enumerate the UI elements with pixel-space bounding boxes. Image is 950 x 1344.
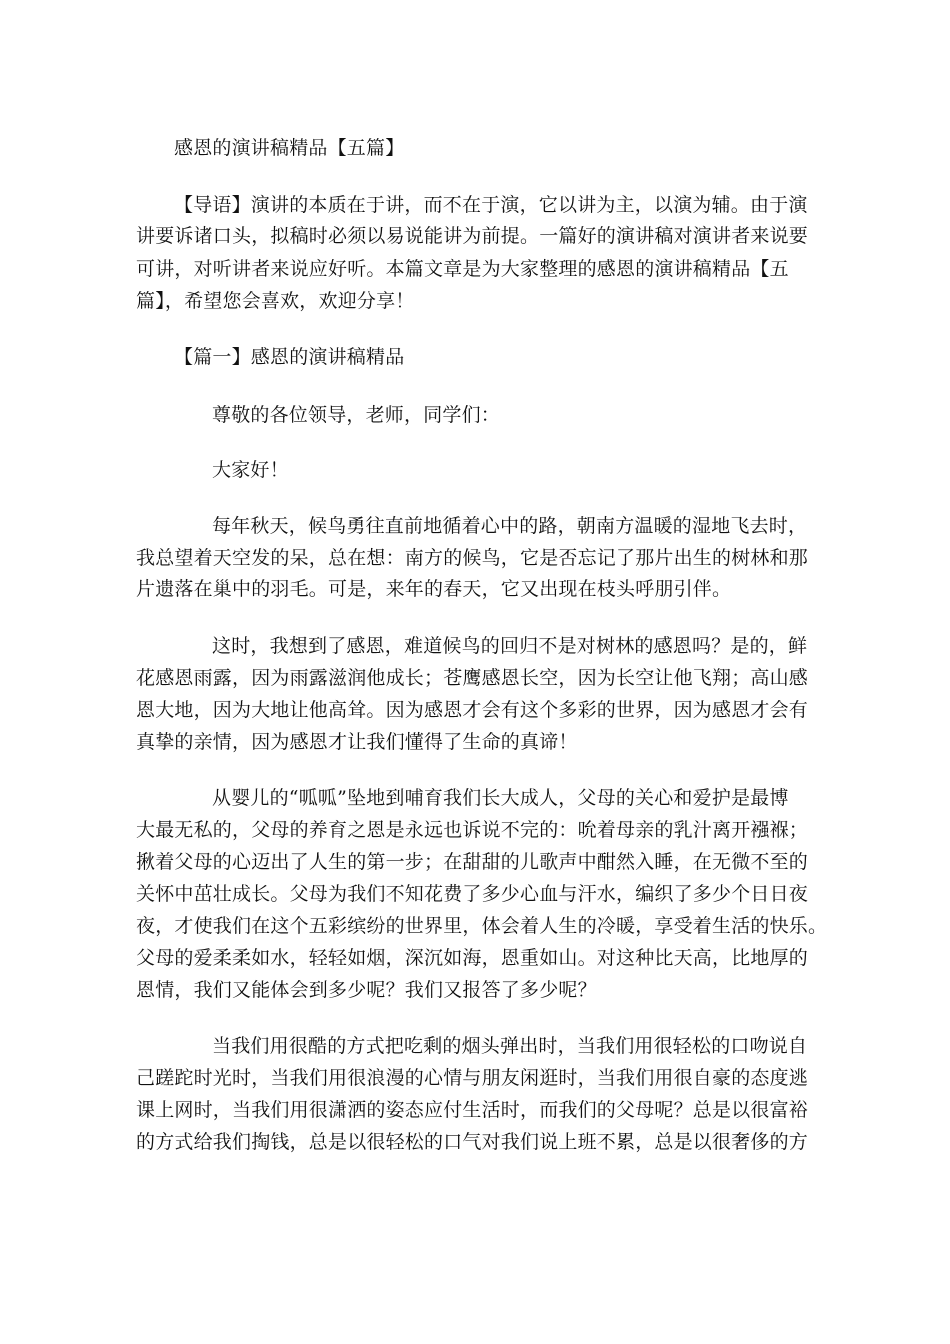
text-line: 当我们用很酷的方式把吃剩的烟头弹出时，当我们用很轻松的口吻说自	[212, 1035, 808, 1057]
text-line: 恩情，我们又能体会到多少呢？我们又报答了多少呢？	[136, 979, 597, 1001]
text-line: 揪着父母的心迈出了人生的第一步；在甜甜的儿歌声中酣然入睡，在无微不至的	[136, 851, 809, 873]
text-line: 这时，我想到了感恩，难道候鸟的回归不是对树林的感恩吗？是的，鲜	[212, 635, 808, 657]
document-title: 感恩的演讲稿精品【五篇】	[174, 137, 405, 159]
text-line: 真挚的亲情，因为感恩才让我们懂得了生命的真谛！	[136, 731, 578, 753]
text-line: 每年秋天，候鸟勇往直前地循着心中的路，朝南方温暖的湿地飞去时，	[212, 515, 808, 537]
text-line: 从婴儿的“呱呱”坠地到哺育我们长大成人，父母的关心和爱护是最博	[212, 787, 789, 809]
text-line: 父母的爱柔柔如水，轻轻如烟，深沉如海，恩重如山。对这种比天高，比地厚的	[136, 947, 809, 969]
text-line: 大最无私的，父母的养育之恩是永远也诉说不完的：吮着母亲的乳汁离开襁褓；	[136, 819, 809, 841]
text-line: 【导语】演讲的本质在于讲，而不在于演，它以讲为主，以演为辅。由于演	[174, 194, 808, 216]
text-line: 关怀中茁壮成长。父母为我们不知花费了多少心血与汗水，编织了多少个日日夜	[136, 883, 809, 905]
text-line: 讲要诉诸口头，拟稿时必须以易说能讲为前提。一篇好的演讲稿对演讲者来说要	[136, 225, 809, 247]
text-line: 夜，才使我们在这个五彩缤纷的世界里，体会着人生的冷暖，享受着生活的快乐。	[136, 915, 828, 937]
text-line: 己蹉跎时光时，当我们用很浪漫的心情与朋友闲逛时，当我们用很自豪的态度逃	[136, 1067, 809, 1089]
text-line: 的方式给我们掏钱，总是以很轻松的口气对我们说上班不累，总是以很奢侈的方	[136, 1131, 809, 1153]
section-heading: 【篇一】感恩的演讲稿精品	[174, 346, 405, 368]
text-line: 篇】，希望您会喜欢，欢迎分享！	[136, 290, 415, 312]
salutation: 尊敬的各位领导，老师，同学们：	[212, 404, 501, 426]
text-line: 课上网时，当我们用很潇洒的姿态应付生活时，而我们的父母呢？总是以很富裕	[136, 1099, 809, 1121]
text-line: 可讲，对听讲者来说应好听。本篇文章是为大家整理的感恩的演讲稿精品【五	[136, 258, 789, 280]
text-line: 我总望着天空发的呆，总在想：南方的候鸟，它是否忘记了那片出生的树林和那	[136, 547, 809, 569]
text-line: 花感恩雨露，因为雨露滋润他成长；苍鹰感恩长空，因为长空让他飞翔；高山感	[136, 667, 809, 689]
text-line: 片遗落在巢中的羽毛。可是，来年的春天，它又出现在枝头呼朋引伴。	[136, 578, 732, 600]
greeting: 大家好！	[212, 459, 289, 481]
text-line: 恩大地，因为大地让他高耸。因为感恩才会有这个多彩的世界，因为感恩才会有	[136, 699, 809, 721]
